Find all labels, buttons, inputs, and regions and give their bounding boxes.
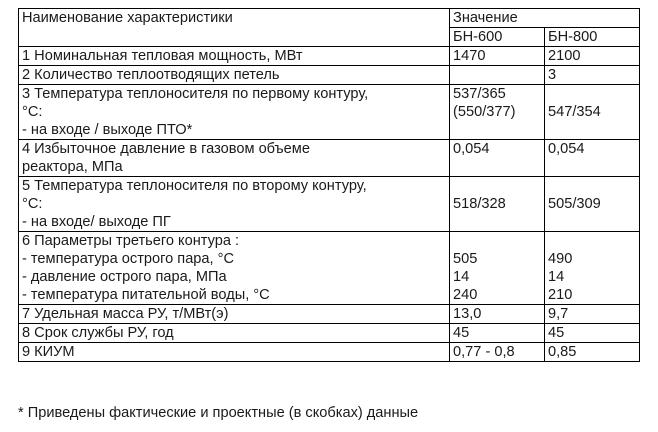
table-row — [19, 177, 640, 232]
bn800-value-cell — [545, 343, 640, 362]
cell-line — [453, 121, 541, 139]
bn600-value-cell — [450, 66, 545, 85]
bn800-value-cell — [545, 232, 640, 305]
cell-line: 3 Температура теплоносителя по первому контуру, — [22, 86, 369, 102]
bn600-value-cell — [450, 324, 545, 343]
characteristic-cell — [19, 140, 450, 177]
table-row — [19, 305, 640, 324]
table-row — [19, 232, 640, 305]
cell-line: 9,7 — [548, 306, 569, 322]
table-row — [19, 140, 640, 177]
table-row — [19, 85, 640, 140]
cell-line — [548, 177, 636, 195]
bn800-value-cell — [545, 140, 640, 177]
characteristic-cell — [19, 177, 450, 232]
cell-line: - температура питательной воды, °С — [22, 287, 270, 303]
cell-line: 2100 — [548, 48, 581, 64]
cell-line: - на входе / выходе ПТО* — [22, 122, 193, 138]
bn800-value-cell — [545, 66, 640, 85]
bn800-value-cell — [545, 85, 640, 140]
cell-line: реактора, МПа — [22, 159, 123, 175]
cell-line: - на входе/ выходе ПГ — [22, 214, 171, 230]
cell-line: 9 КИУМ — [22, 344, 75, 360]
cell-line: 7 Удельная масса РУ, т/МВт(э) — [22, 306, 229, 322]
cell-line: 0,054 — [453, 141, 490, 157]
cell-line: 3 — [548, 67, 557, 83]
characteristics-table — [18, 8, 640, 362]
cell-line: 45 — [548, 325, 565, 341]
characteristic-cell — [19, 305, 450, 324]
bn600-value-cell — [450, 47, 545, 66]
cell-line: 14 — [453, 269, 470, 285]
cell-line — [548, 213, 636, 231]
bn600-value-cell — [450, 140, 545, 177]
cell-line: (550/377) — [453, 104, 516, 120]
characteristic-cell — [19, 324, 450, 343]
cell-line: 0,054 — [548, 141, 585, 157]
characteristic-cell — [19, 232, 450, 305]
cell-line: 4 Избыточное давление в газовом объеме — [22, 141, 310, 157]
cell-line: 14 — [548, 269, 565, 285]
table-row — [19, 343, 640, 362]
table-row — [19, 47, 640, 66]
cell-line: 490 — [548, 251, 573, 267]
cell-line: 0,85 — [548, 344, 577, 360]
cell-line: 0,77 - 0,8 — [453, 344, 515, 360]
cell-line: - температура острого пара, °С — [22, 251, 235, 267]
cell-line — [453, 177, 541, 195]
header-value-cell: Значение — [450, 9, 640, 28]
cell-line: 505 — [453, 251, 478, 267]
cell-line: °С: — [22, 104, 43, 120]
cell-line: 1 Номинальная тепловая мощность, МВт — [22, 48, 303, 64]
bn800-value-cell — [545, 305, 640, 324]
cell-line — [548, 232, 636, 250]
cell-line: 547/354 — [548, 104, 601, 120]
cell-line — [548, 121, 636, 139]
bn600-value-cell — [450, 177, 545, 232]
cell-line: 1470 — [453, 48, 486, 64]
cell-line: °С: — [22, 196, 43, 212]
cell-line — [453, 213, 541, 231]
header-bn600-cell: БН-600 — [450, 28, 545, 47]
characteristic-cell — [19, 47, 450, 66]
cell-line — [453, 66, 541, 84]
header-name-cell: Наименование характеристики — [19, 9, 450, 47]
characteristic-cell — [19, 66, 450, 85]
footnote: * Приведены фактические и проектные (в скобках) данные — [18, 405, 419, 421]
cell-line: 5 Температура теплоносителя по второму контуру, — [22, 178, 367, 194]
table-body — [19, 47, 640, 362]
bn800-value-cell — [545, 47, 640, 66]
cell-line: 505/309 — [548, 196, 601, 212]
characteristic-cell — [19, 343, 450, 362]
cell-line: 45 — [453, 325, 470, 341]
bn800-value-cell — [545, 324, 640, 343]
cell-line: 8 Срок службы РУ, год — [22, 325, 174, 341]
header-bn800-cell: БН-800 — [545, 28, 640, 47]
cell-line: 13,0 — [453, 306, 482, 322]
cell-line: - давление острого пара, МПа — [22, 269, 227, 285]
table-row — [19, 66, 640, 85]
cell-line — [548, 85, 636, 103]
cell-line: 6 Параметры третьего контура : — [22, 233, 240, 249]
bn600-value-cell — [450, 343, 545, 362]
bn600-value-cell — [450, 232, 545, 305]
cell-line: 210 — [548, 287, 573, 303]
cell-line: 240 — [453, 287, 478, 303]
bn800-value-cell — [545, 177, 640, 232]
table-row — [19, 324, 640, 343]
cell-line: 518/328 — [453, 196, 506, 212]
characteristic-cell — [19, 85, 450, 140]
cell-line — [453, 232, 541, 250]
bn600-value-cell — [450, 85, 545, 140]
bn600-value-cell — [450, 305, 545, 324]
cell-line: 537/365 — [453, 86, 506, 102]
cell-line: 2 Количество теплоотводящих петель — [22, 67, 280, 83]
header-row — [19, 9, 640, 28]
